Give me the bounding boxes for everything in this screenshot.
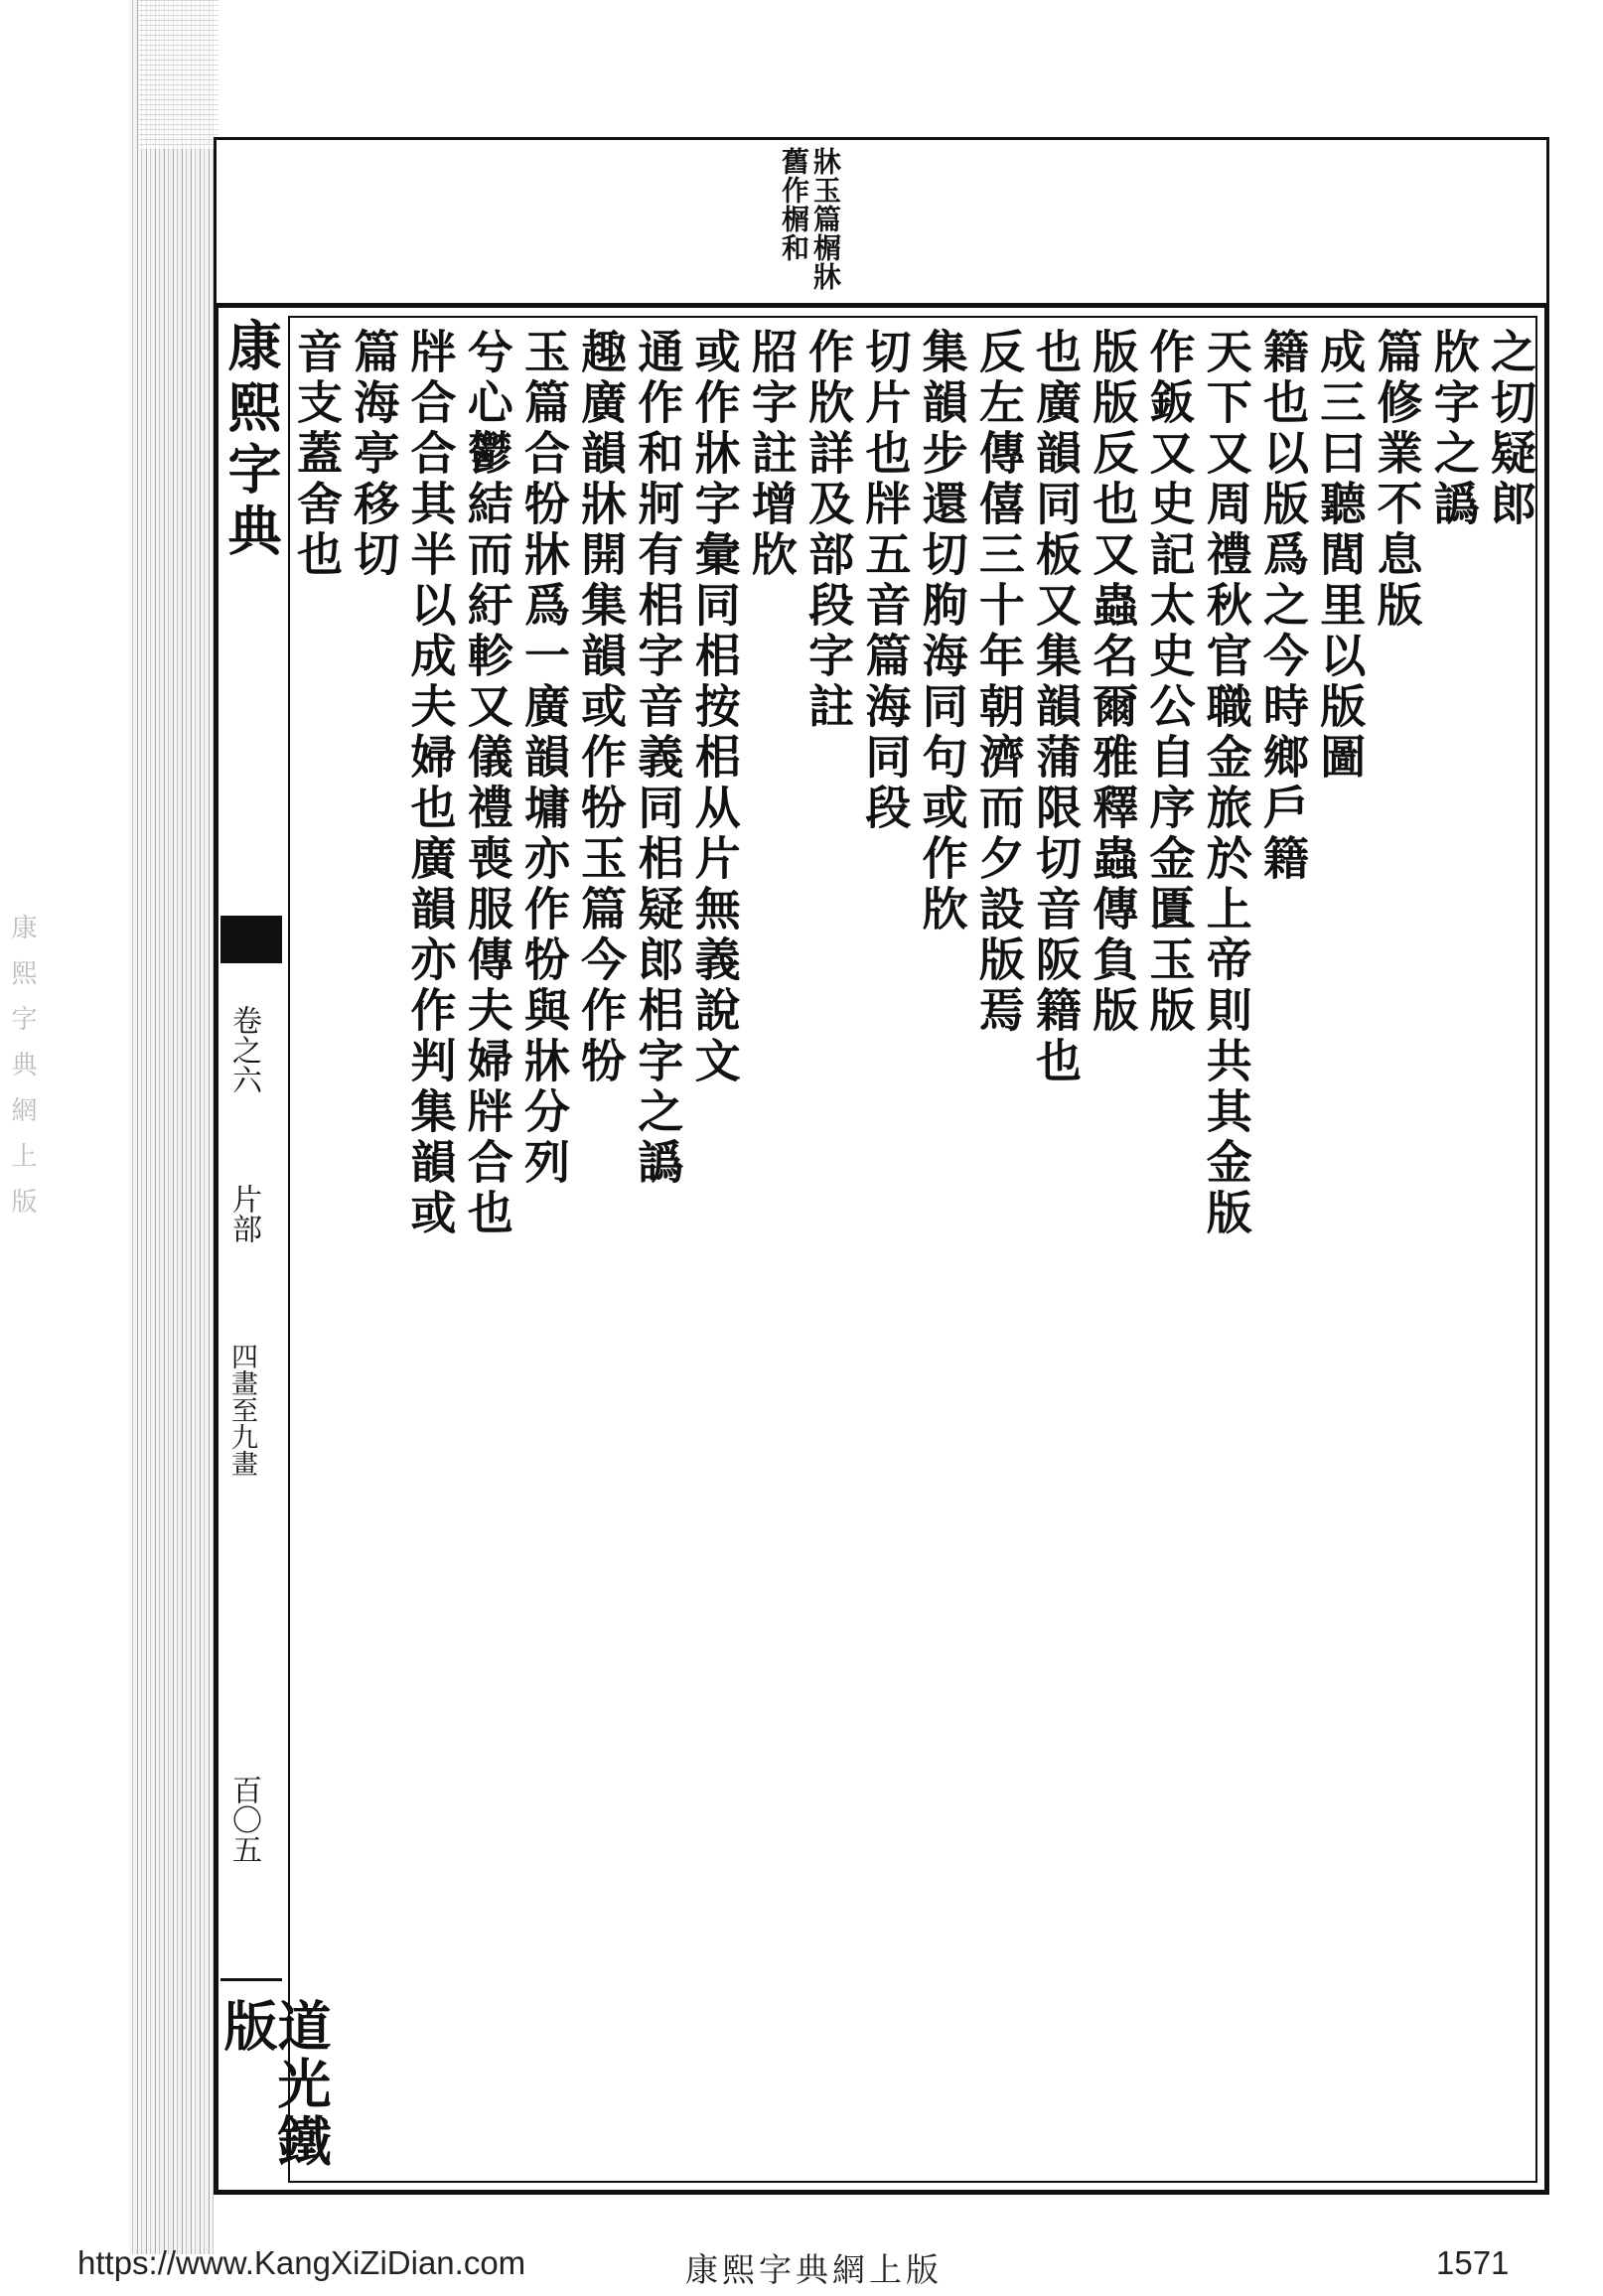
top-note-line-1: 牀玉篇榍牀: [809, 147, 842, 291]
text-column: 牉合合其半以成夫婦也廣韻亦作判集韻或: [403, 328, 458, 1239]
text-column: 篇修業不息版: [1370, 328, 1424, 632]
text-column: 作㸝詳及部段字註: [802, 328, 856, 733]
top-note: [775, 147, 844, 296]
text-column: 㸝字之譌: [1426, 328, 1481, 530]
spine-radical: 片部: [226, 1184, 261, 1243]
text-column: 成三曰聽閭里以版圖: [1313, 328, 1368, 784]
text-column: 切片也牉五音篇海同段: [858, 328, 913, 834]
text-column: 趣廣韻牀開集韻或作㸮玉篇今作㸮: [574, 328, 629, 1087]
spine-book-title: 康熙字典: [219, 318, 283, 564]
footer-page-number: 1571: [1436, 2244, 1510, 2281]
spine-page: 百〇五: [226, 1775, 261, 1864]
text-column: 反左傳僖三十年朝濟而夕設版焉: [971, 328, 1026, 1037]
top-note-box: [214, 137, 1549, 306]
dictionary-text-columns: [290, 328, 1537, 2175]
page-binding-top: [139, 0, 219, 149]
text-column: 兮心鬱結而紆軫又儀禮喪服傳夫婦牉合也: [460, 328, 514, 1239]
text-column: 作鈑又史記太史公自序金匱玉版: [1142, 328, 1197, 1037]
text-column: 版版反也又蟲名爾雅釋蟲傳負版: [1086, 328, 1140, 1037]
spine-volume: 卷之六: [226, 1005, 261, 1094]
spine-separator: [220, 1978, 282, 1981]
footer-site-title: 康熙字典網上版: [685, 2250, 943, 2289]
page-binding-edge: [129, 0, 214, 2254]
text-column: 之切疑郎: [1483, 328, 1537, 530]
text-column: 篇海亭移切: [347, 328, 401, 581]
text-column: 籍也以版爲之今時鄉戶籍: [1255, 328, 1310, 885]
top-note-line-2: 舊作榍和: [778, 147, 810, 262]
text-column: 通作和牁有㭒字音義同㭒疑郎㭒字之譌: [631, 328, 685, 1189]
text-column: 或作牀字彙同㭒按㭒从片無義說文: [687, 328, 742, 1087]
spine-strokes: 四畫至九畫: [226, 1343, 257, 1477]
side-watermark: 康熙字典網上版: [7, 914, 37, 1233]
text-column: 音支蓋舍也: [290, 328, 344, 581]
footer-url-link[interactable]: https://www.KangXiZiDian.com: [77, 2244, 526, 2281]
spine-edition: 道光鐵版: [216, 1998, 333, 2171]
text-column: 集韻步還切胊海同句或作㸝: [915, 328, 969, 935]
text-column: 也廣韻同板又集韻蒲限切音阪籍也: [1029, 328, 1084, 1087]
text-column: 玉篇合㸮牀爲一廣韻墉亦作㸮與牀分列: [516, 328, 571, 1189]
spine-black-band: [220, 916, 282, 963]
page-footer: [0, 2244, 1603, 2289]
text-column: 天下又周禮秋官職金旅於上帝則共其金版: [1199, 328, 1253, 1239]
text-column: 牊字註增㸝: [744, 328, 799, 581]
